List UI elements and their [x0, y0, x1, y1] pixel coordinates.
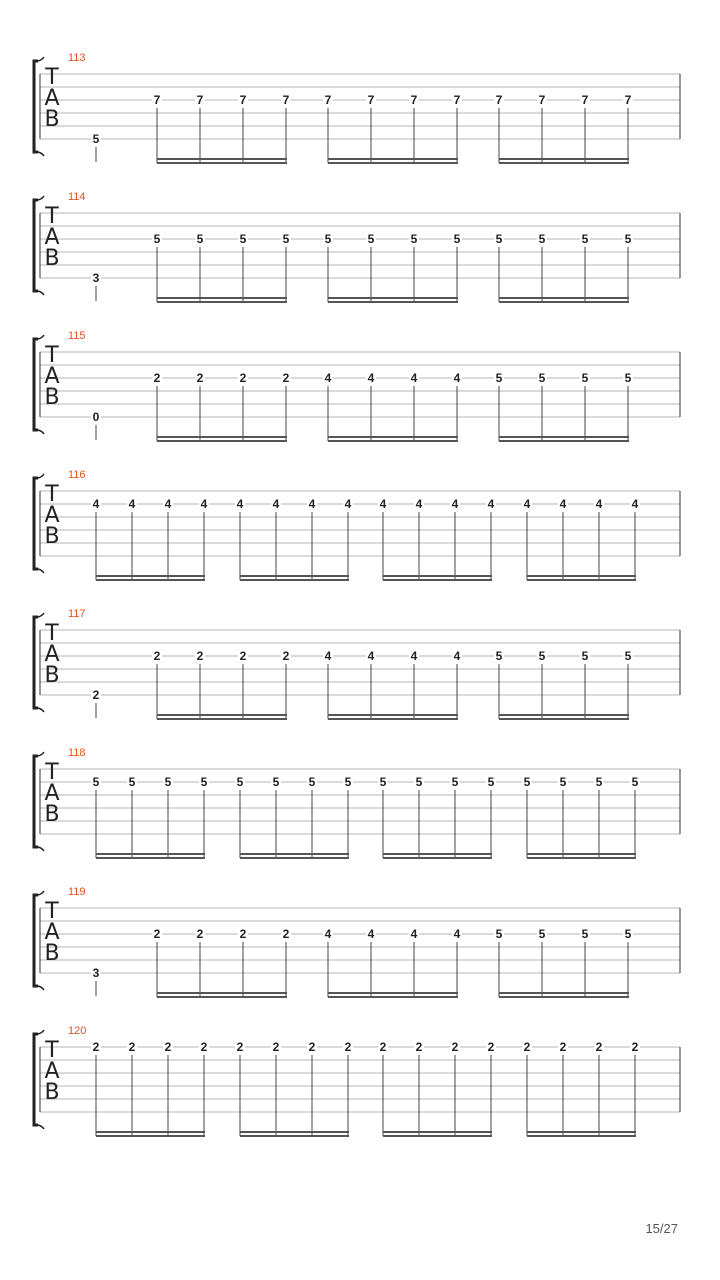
bracket-hook-top — [38, 57, 44, 61]
page-number: 15/27 — [645, 1221, 678, 1236]
fret-number: 2 — [451, 1040, 459, 1054]
fret-number: 5 — [523, 775, 531, 789]
fret-number: 4 — [523, 497, 531, 511]
fret-number: 5 — [538, 232, 546, 246]
system-bracket — [34, 895, 38, 986]
fret-number: 2 — [415, 1040, 423, 1054]
system-bracket — [34, 339, 38, 430]
fret-number: 5 — [495, 371, 503, 385]
beam-primary — [328, 992, 458, 994]
fret-number: 5 — [451, 775, 459, 789]
beam-group — [323, 232, 462, 303]
staff-system — [34, 747, 680, 859]
beam-secondary — [240, 579, 349, 581]
beam-primary — [328, 714, 458, 716]
fret-number: 4 — [272, 497, 280, 511]
bracket-hook-top — [38, 891, 44, 895]
fret-number: 5 — [581, 927, 589, 941]
fret-number: 2 — [153, 927, 161, 941]
clef-letter: T — [45, 899, 59, 924]
fret-number: 2 — [196, 649, 204, 663]
fret-number: 2 — [239, 649, 247, 663]
beam-group — [522, 775, 640, 859]
clef-letter: T — [45, 621, 59, 646]
beam-secondary — [328, 162, 458, 164]
beam-primary — [499, 297, 629, 299]
measure-number: 118 — [68, 747, 86, 759]
beam-secondary — [328, 301, 458, 303]
system-bracket — [34, 1034, 38, 1125]
beam-group — [152, 371, 291, 442]
fret-number: 7 — [196, 93, 204, 107]
bracket-hook-top — [38, 335, 44, 339]
measure-number: 116 — [68, 469, 86, 481]
system-bracket — [34, 756, 38, 847]
clef-letter: T — [45, 482, 59, 507]
fret-number: 2 — [153, 371, 161, 385]
fret-number: 5 — [487, 775, 495, 789]
fret-number: 5 — [308, 775, 316, 789]
fret-number: 7 — [324, 93, 332, 107]
beam-group — [378, 775, 496, 859]
fret-number: 5 — [367, 232, 375, 246]
fret-number: 4 — [324, 371, 332, 385]
measure-number: 113 — [68, 52, 86, 64]
fret-number: 4 — [410, 371, 418, 385]
fret-number: 4 — [164, 497, 172, 511]
fret-number: 5 — [538, 371, 546, 385]
staff-system — [34, 52, 680, 164]
beam-primary — [157, 714, 287, 716]
system-bracket — [34, 200, 38, 291]
fret-number: 4 — [324, 927, 332, 941]
beam-secondary — [96, 579, 205, 581]
beam-primary — [527, 575, 636, 577]
fret-number: 5 — [581, 232, 589, 246]
fret-number: 4 — [451, 497, 459, 511]
beam-secondary — [527, 857, 636, 859]
fret-number: 2 — [236, 1040, 244, 1054]
fret-number: 5 — [624, 232, 632, 246]
clef-letter: A — [44, 503, 60, 528]
beam-secondary — [328, 996, 458, 998]
fret-number: 5 — [559, 775, 567, 789]
fret-number: 5 — [495, 649, 503, 663]
beam-group — [494, 93, 633, 164]
beam-primary — [527, 1131, 636, 1133]
system-bracket — [34, 478, 38, 569]
beam-group — [152, 927, 291, 998]
fret-number: 4 — [92, 497, 100, 511]
clef-letter: B — [44, 1080, 60, 1105]
bracket-hook-bottom — [38, 291, 44, 295]
fret-number: 4 — [379, 497, 387, 511]
fret-number: 4 — [308, 497, 316, 511]
fret-number: 0 — [92, 410, 100, 424]
clef-letter: A — [44, 781, 60, 806]
beam-primary — [96, 1131, 205, 1133]
beam-primary — [96, 853, 205, 855]
fret-number: 5 — [344, 775, 352, 789]
beam-group — [91, 775, 209, 859]
fret-number: 4 — [631, 497, 639, 511]
beam-group — [494, 232, 633, 303]
bracket-hook-top — [38, 474, 44, 478]
fret-number: 5 — [153, 232, 161, 246]
fret-number: 5 — [581, 649, 589, 663]
beam-group — [323, 93, 462, 164]
fret-number: 5 — [272, 775, 280, 789]
fret-number: 2 — [487, 1040, 495, 1054]
clef-letter: B — [44, 802, 60, 827]
fret-number: 5 — [595, 775, 603, 789]
beam-group — [494, 649, 633, 720]
beam-group — [323, 927, 462, 998]
beam-primary — [157, 158, 287, 160]
fret-number: 2 — [631, 1040, 639, 1054]
fret-number: 2 — [196, 927, 204, 941]
beam-group — [323, 371, 462, 442]
fret-number: 7 — [624, 93, 632, 107]
fret-number: 4 — [453, 927, 461, 941]
fret-number: 2 — [559, 1040, 567, 1054]
measure-number: 119 — [68, 886, 86, 898]
beam-primary — [499, 992, 629, 994]
fret-number: 4 — [410, 927, 418, 941]
beam-primary — [527, 853, 636, 855]
fret-number: 5 — [200, 775, 208, 789]
clef-letter: A — [44, 86, 60, 111]
fret-number: 3 — [92, 271, 100, 285]
fret-number: 5 — [538, 649, 546, 663]
beam-secondary — [157, 996, 287, 998]
staff-system — [34, 1025, 680, 1137]
clef-letter: T — [45, 760, 59, 785]
beam-secondary — [527, 579, 636, 581]
fret-number: 2 — [272, 1040, 280, 1054]
fret-number: 2 — [239, 927, 247, 941]
clef-letter: A — [44, 642, 60, 667]
fret-number: 5 — [196, 232, 204, 246]
bracket-hook-bottom — [38, 708, 44, 712]
fret-number: 5 — [92, 775, 100, 789]
beam-primary — [499, 158, 629, 160]
clef-letter: B — [44, 524, 60, 549]
staff-system — [34, 469, 680, 581]
fret-number: 5 — [538, 927, 546, 941]
beam-group — [235, 1040, 353, 1137]
clef-letter: A — [44, 225, 60, 250]
beam-primary — [157, 436, 287, 438]
beam-group — [152, 232, 291, 303]
beam-primary — [383, 853, 492, 855]
staff-system — [34, 608, 680, 720]
fret-number: 4 — [367, 371, 375, 385]
beam-primary — [383, 1131, 492, 1133]
beam-secondary — [499, 718, 629, 720]
beam-secondary — [157, 301, 287, 303]
beam-group — [522, 1040, 640, 1137]
beam-group — [91, 497, 209, 581]
fret-number: 2 — [282, 649, 290, 663]
measure-number: 120 — [68, 1025, 87, 1037]
clef-letter: B — [44, 941, 60, 966]
system-bracket — [34, 617, 38, 708]
measure-number: 117 — [68, 608, 86, 620]
clef-letter: A — [44, 364, 60, 389]
fret-number: 2 — [153, 649, 161, 663]
fret-number: 7 — [581, 93, 589, 107]
beam-group — [152, 93, 291, 164]
fret-number: 4 — [559, 497, 567, 511]
fret-number: 7 — [538, 93, 546, 107]
clef-letter: A — [44, 1059, 60, 1084]
beam-primary — [383, 575, 492, 577]
fret-number: 2 — [200, 1040, 208, 1054]
beam-group — [235, 775, 353, 859]
clef-letter: B — [44, 663, 60, 688]
beam-group — [323, 649, 462, 720]
fret-number: 4 — [487, 497, 495, 511]
fret-number: 4 — [128, 497, 136, 511]
beam-secondary — [157, 718, 287, 720]
beam-group — [494, 927, 633, 998]
bracket-hook-bottom — [38, 1125, 44, 1129]
fret-number: 5 — [92, 132, 100, 146]
fret-number: 5 — [415, 775, 423, 789]
fret-number: 2 — [344, 1040, 352, 1054]
fret-number: 4 — [367, 927, 375, 941]
beam-group — [522, 497, 640, 581]
fret-number: 5 — [128, 775, 136, 789]
fret-number: 5 — [495, 232, 503, 246]
bracket-hook-top — [38, 1030, 44, 1034]
beam-secondary — [328, 718, 458, 720]
fret-number: 7 — [282, 93, 290, 107]
fret-number: 4 — [453, 371, 461, 385]
beam-primary — [240, 1131, 349, 1133]
fret-number: 2 — [308, 1040, 316, 1054]
fret-number: 4 — [344, 497, 352, 511]
beam-secondary — [383, 857, 492, 859]
beam-primary — [499, 714, 629, 716]
staff-system — [34, 191, 680, 303]
fret-number: 7 — [367, 93, 375, 107]
measure-number: 114 — [68, 191, 86, 203]
measure-number: 115 — [68, 330, 86, 342]
bracket-hook-top — [38, 196, 44, 200]
beam-primary — [157, 297, 287, 299]
fret-number: 7 — [495, 93, 503, 107]
fret-number: 2 — [164, 1040, 172, 1054]
fret-number: 5 — [282, 232, 290, 246]
beam-secondary — [240, 857, 349, 859]
system-bracket — [34, 61, 38, 152]
bracket-hook-top — [38, 613, 44, 617]
clef-letter: B — [44, 246, 60, 271]
fret-number: 2 — [282, 927, 290, 941]
fret-number: 4 — [367, 649, 375, 663]
beam-secondary — [499, 301, 629, 303]
fret-number: 4 — [415, 497, 423, 511]
beam-primary — [96, 575, 205, 577]
beam-group — [91, 1040, 209, 1137]
bracket-hook-bottom — [38, 430, 44, 434]
fret-number: 2 — [92, 1040, 100, 1054]
fret-number: 2 — [128, 1040, 136, 1054]
staff-system — [34, 330, 680, 442]
fret-number: 5 — [379, 775, 387, 789]
fret-number: 2 — [523, 1040, 531, 1054]
fret-number: 5 — [324, 232, 332, 246]
fret-number: 2 — [379, 1040, 387, 1054]
fret-number: 5 — [624, 371, 632, 385]
fret-number: 5 — [631, 775, 639, 789]
fret-number: 5 — [453, 232, 461, 246]
fret-number: 7 — [239, 93, 247, 107]
clef-letter: A — [44, 920, 60, 945]
fret-number: 7 — [453, 93, 461, 107]
beam-group — [378, 497, 496, 581]
bracket-hook-bottom — [38, 569, 44, 573]
fret-number: 4 — [324, 649, 332, 663]
beam-secondary — [527, 1135, 636, 1137]
clef-letter: B — [44, 107, 60, 132]
beam-secondary — [240, 1135, 349, 1137]
fret-number: 5 — [164, 775, 172, 789]
fret-number: 7 — [153, 93, 161, 107]
beam-secondary — [499, 162, 629, 164]
fret-number: 2 — [595, 1040, 603, 1054]
fret-number: 2 — [282, 371, 290, 385]
fret-number: 2 — [239, 371, 247, 385]
clef-letter: T — [45, 343, 59, 368]
fret-number: 3 — [92, 966, 100, 980]
fret-number: 5 — [581, 371, 589, 385]
fret-number: 5 — [624, 649, 632, 663]
bracket-hook-bottom — [38, 847, 44, 851]
beam-secondary — [96, 857, 205, 859]
beam-secondary — [157, 440, 287, 442]
beam-primary — [157, 992, 287, 994]
beam-primary — [328, 297, 458, 299]
bracket-hook-bottom — [38, 986, 44, 990]
clef-letter: T — [45, 65, 59, 90]
beam-secondary — [96, 1135, 205, 1137]
fret-number: 4 — [200, 497, 208, 511]
beam-primary — [328, 436, 458, 438]
beam-secondary — [499, 996, 629, 998]
beam-secondary — [383, 1135, 492, 1137]
clef-letter: T — [45, 1038, 59, 1063]
bracket-hook-bottom — [38, 152, 44, 156]
fret-number: 4 — [236, 497, 244, 511]
fret-number: 5 — [410, 232, 418, 246]
beam-group — [235, 497, 353, 581]
fret-number: 7 — [410, 93, 418, 107]
fret-number: 2 — [196, 371, 204, 385]
clef-letter: T — [45, 204, 59, 229]
fret-number: 4 — [595, 497, 603, 511]
beam-primary — [328, 158, 458, 160]
fret-number: 2 — [92, 688, 100, 702]
beam-secondary — [157, 162, 287, 164]
beam-group — [152, 649, 291, 720]
beam-group — [494, 371, 633, 442]
beam-primary — [240, 853, 349, 855]
bracket-hook-top — [38, 752, 44, 756]
fret-number: 5 — [236, 775, 244, 789]
fret-number: 5 — [624, 927, 632, 941]
beam-secondary — [499, 440, 629, 442]
fret-number: 5 — [239, 232, 247, 246]
fret-number: 4 — [410, 649, 418, 663]
fret-number: 4 — [453, 649, 461, 663]
beam-group — [378, 1040, 496, 1137]
beam-secondary — [383, 579, 492, 581]
fret-number: 5 — [495, 927, 503, 941]
beam-primary — [240, 575, 349, 577]
beam-primary — [499, 436, 629, 438]
beam-secondary — [328, 440, 458, 442]
staff-system — [34, 886, 680, 998]
clef-letter: B — [44, 385, 60, 410]
